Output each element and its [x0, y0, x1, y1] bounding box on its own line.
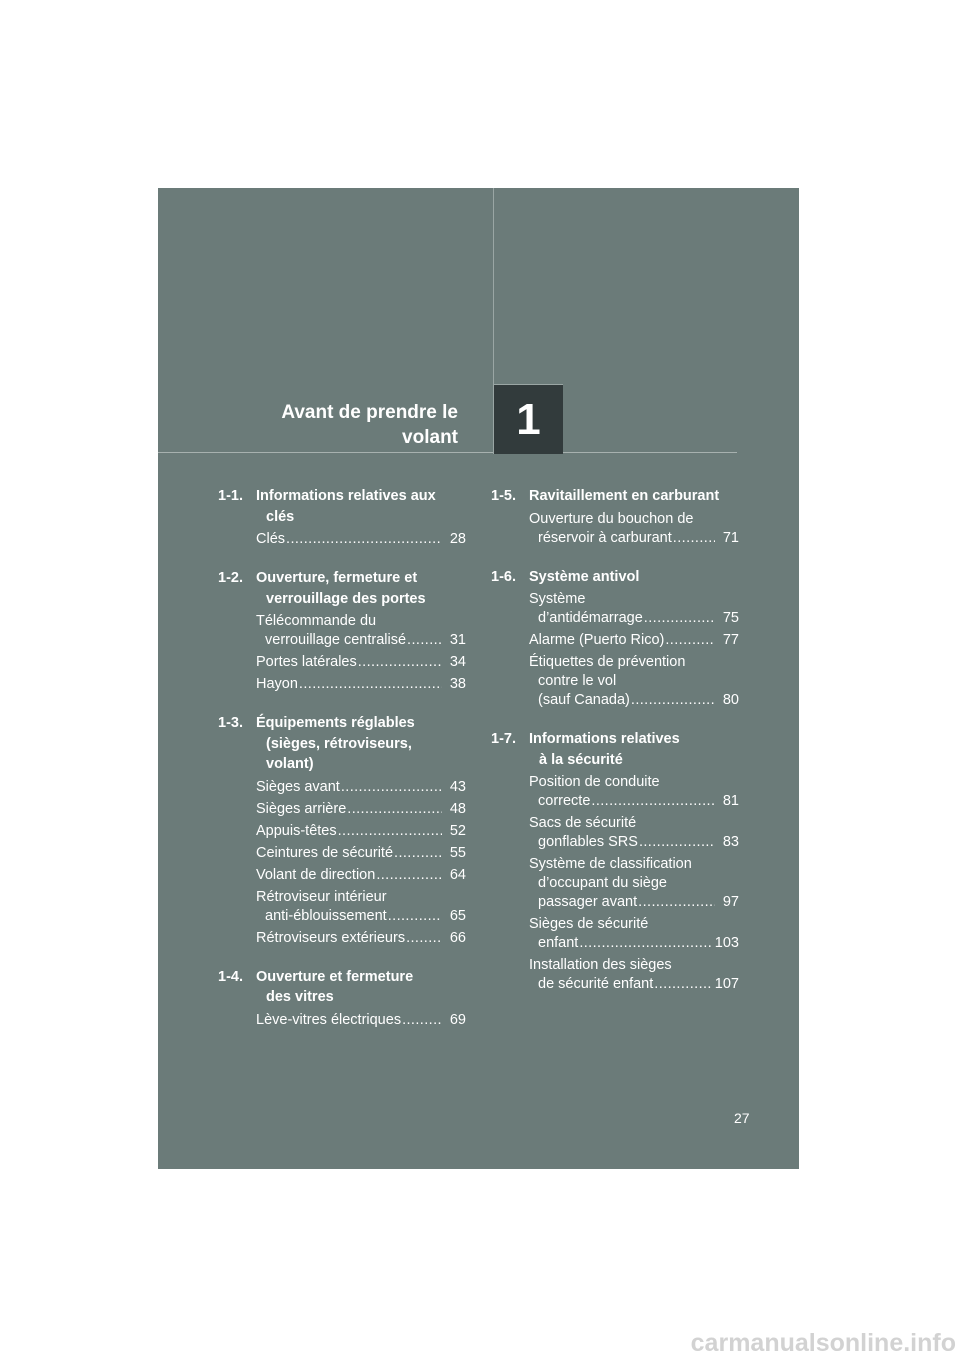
toc-entry[interactable] — [256, 800, 466, 819]
entry-text-line: contre le vol — [538, 673, 617, 689]
toc-left-column — [218, 486, 466, 1049]
dot-leader — [286, 530, 442, 549]
entry-label: Lève-vitres électriques — [256, 1011, 402, 1028]
toc-entry[interactable] — [529, 590, 739, 628]
entry-text-line: Télécommande du — [256, 613, 377, 629]
toc-entry[interactable] — [529, 814, 739, 852]
section-title-line: Informations relatives aux — [256, 488, 436, 504]
toc-section — [491, 486, 739, 548]
divider-vertical — [493, 188, 494, 384]
chapter-number-box: 1 — [493, 384, 563, 454]
entry-label: d’antidémarrage — [538, 610, 643, 626]
toc-entry[interactable] — [529, 855, 739, 912]
entry-label: Hayon — [256, 676, 298, 692]
dot-leader — [639, 833, 715, 852]
dot-leader — [406, 929, 442, 948]
section-number: 1-2. — [218, 570, 243, 586]
page-number: 27 — [734, 1110, 750, 1126]
section-title — [256, 568, 466, 609]
entry-page-number: 69 — [449, 1011, 466, 1028]
entry-page-number: 66 — [449, 929, 466, 946]
section-heading — [218, 568, 466, 609]
entry-page-number: 81 — [722, 793, 739, 809]
entry-page-number: 65 — [449, 907, 466, 924]
section-heading — [491, 729, 739, 770]
toc-section — [218, 486, 466, 549]
toc-section — [491, 567, 739, 711]
section-number: 1-1. — [218, 488, 243, 504]
entry-label: Volant de direction — [256, 866, 376, 883]
dot-leader — [591, 792, 715, 811]
entry-label: Sièges avant — [256, 778, 340, 795]
dot-leader — [579, 934, 710, 953]
entry-label: gonflables SRS — [538, 834, 638, 850]
toc-entry[interactable] — [256, 844, 466, 863]
section-title-line: Système antivol — [529, 568, 640, 585]
entry-leader-line — [529, 529, 739, 548]
section-title-line: clés — [266, 508, 295, 525]
toc-entry[interactable] — [256, 1011, 466, 1030]
section-title-line: Ravitaillement en carburant — [529, 488, 720, 504]
entry-leader-line — [529, 609, 739, 628]
entry-page-number: 71 — [722, 529, 739, 546]
entry-label: (sauf Canada) — [538, 692, 630, 708]
section-number: 1-7. — [491, 731, 516, 747]
entry-label: Alarme (Puerto Rico) — [529, 632, 665, 648]
entry-leader-line — [256, 907, 466, 926]
entry-leader-line — [256, 844, 466, 863]
entry-leader-line — [256, 822, 466, 841]
entry-text-line: Ouverture du bouchon de — [529, 510, 694, 527]
section-title-line: verrouillage des portes — [266, 590, 426, 607]
section-title — [256, 967, 466, 1008]
entry-label: correcte — [538, 793, 591, 809]
entry-leader-line — [529, 975, 739, 994]
toc-entry[interactable] — [256, 530, 466, 549]
dot-leader — [347, 800, 442, 819]
section-title — [256, 713, 466, 775]
section-heading — [218, 486, 466, 527]
dot-leader — [654, 975, 711, 994]
entry-label: Appuis-têtes — [256, 822, 337, 839]
entry-page-number: 83 — [722, 834, 739, 850]
entry-leader-line — [256, 675, 466, 694]
toc-entry[interactable] — [529, 915, 739, 953]
entry-label: réservoir à carburant — [538, 529, 672, 546]
entry-leader-line — [256, 1011, 466, 1030]
entry-label: de sécurité enfant — [538, 976, 654, 992]
entry-label: enfant — [538, 935, 579, 951]
entry-page-number: 43 — [449, 778, 466, 795]
section-heading — [218, 713, 466, 775]
section-heading — [218, 967, 466, 1008]
entry-leader-line — [529, 833, 739, 852]
toc-section — [218, 967, 466, 1030]
entry-leader-line — [529, 792, 739, 811]
entry-page-number: 75 — [722, 610, 739, 626]
toc-entry[interactable] — [256, 888, 466, 926]
toc-entry[interactable] — [256, 612, 466, 650]
entry-leader-line — [529, 893, 739, 912]
entry-label: Clés — [256, 531, 286, 547]
chapter-title — [230, 400, 458, 450]
section-number: 1-4. — [218, 968, 243, 985]
toc-section — [491, 729, 739, 994]
section-title-line: Ouverture et fermeture — [256, 968, 414, 985]
divider-horizontal — [158, 452, 737, 453]
section-title-line: Équipements réglables — [256, 715, 415, 731]
dot-leader — [388, 907, 442, 926]
toc-section — [218, 713, 466, 948]
dot-leader — [407, 631, 442, 650]
toc-entry[interactable] — [529, 956, 739, 994]
section-title-line: Ouverture, fermeture et — [256, 570, 418, 586]
dot-leader — [673, 529, 715, 548]
toc-entry[interactable] — [529, 510, 739, 548]
dot-leader — [341, 778, 442, 797]
entry-page-number: 64 — [449, 866, 466, 883]
entry-text-line: d’occupant du siège — [538, 875, 667, 891]
section-title-line: Informations relatives — [529, 731, 680, 747]
section-title-line: (sièges, rétroviseurs, — [266, 735, 412, 752]
chapter-title-line1: Avant de prendre le — [281, 402, 458, 423]
entry-label: verrouillage centralisé — [265, 632, 407, 648]
entry-leader-line — [256, 866, 466, 885]
section-title — [256, 486, 466, 527]
section-title — [529, 486, 739, 507]
toc-entry[interactable] — [256, 929, 466, 948]
entry-leader-line — [529, 934, 739, 953]
dot-leader — [394, 844, 442, 863]
section-heading — [491, 567, 739, 588]
watermark: carmanualsonline.info — [690, 1329, 956, 1357]
entry-text-line: Rétroviseur intérieur — [256, 888, 387, 905]
toc-entry[interactable] — [256, 866, 466, 885]
entry-text-line: Étiquettes de prévention — [529, 654, 686, 670]
dot-leader — [358, 653, 442, 672]
dot-leader — [338, 822, 442, 841]
entry-page-number: 31 — [449, 632, 466, 648]
entry-leader-line — [256, 778, 466, 797]
entry-leader-line — [256, 929, 466, 948]
dot-leader — [402, 1011, 442, 1030]
entry-page-number: 34 — [449, 654, 466, 670]
section-number: 1-6. — [491, 568, 516, 585]
entry-page-number: 48 — [449, 800, 466, 817]
section-heading — [491, 486, 739, 507]
entry-page-number: 52 — [449, 822, 466, 839]
entry-label: Sièges arrière — [256, 800, 347, 817]
entry-text-line: Position de conduite — [529, 774, 660, 790]
section-title-line: volant) — [266, 756, 314, 772]
toc-entry[interactable] — [256, 822, 466, 841]
dot-leader — [299, 675, 442, 694]
entry-page-number: 55 — [449, 844, 466, 861]
dot-leader — [631, 691, 715, 710]
entry-page-number: 107 — [714, 976, 739, 992]
chapter-title-line2: volant — [402, 427, 458, 448]
section-number: 1-5. — [491, 488, 516, 504]
entry-label: Portes latérales — [256, 654, 357, 670]
dot-leader — [665, 631, 715, 650]
toc-entry[interactable] — [529, 631, 739, 650]
entry-text-line: Sièges de sécurité — [529, 916, 649, 932]
entry-text-line: Installation des sièges — [529, 957, 672, 973]
entry-page-number: 103 — [714, 935, 739, 951]
toc-entry[interactable] — [529, 653, 739, 710]
entry-page-number: 97 — [722, 894, 739, 910]
section-title-line: des vitres — [266, 989, 334, 1005]
section-title — [529, 729, 739, 770]
entry-label: anti-éblouissement — [265, 907, 387, 924]
toc-entry[interactable] — [256, 675, 466, 694]
entry-label: passager avant — [538, 894, 638, 910]
section-title — [529, 567, 739, 588]
entry-label: Ceintures de sécurité — [256, 844, 394, 861]
section-title-line: à la sécurité — [539, 751, 623, 768]
entry-leader-line — [256, 800, 466, 819]
entry-leader-line — [256, 530, 466, 549]
entry-page-number: 80 — [722, 692, 739, 708]
toc-entry[interactable] — [256, 778, 466, 797]
entry-leader-line — [529, 631, 739, 650]
entry-page-number: 38 — [449, 676, 466, 692]
toc-right-column — [491, 486, 739, 1013]
entry-text-line: Sacs de sécurité — [529, 815, 637, 831]
entry-leader-line — [529, 691, 739, 710]
toc-section — [218, 568, 466, 694]
dot-leader — [638, 893, 715, 912]
entry-text-line: Système — [529, 591, 586, 607]
entry-page-number: 77 — [722, 632, 739, 648]
toc-entry[interactable] — [256, 653, 466, 672]
entry-leader-line — [256, 631, 466, 650]
section-number: 1-3. — [218, 715, 243, 731]
entry-page-number: 28 — [449, 531, 466, 547]
entry-text-line: Système de classification — [529, 856, 692, 872]
dot-leader — [376, 866, 442, 885]
entry-label: Rétroviseurs extérieurs — [256, 929, 406, 946]
toc-entry[interactable] — [529, 773, 739, 811]
entry-leader-line — [256, 653, 466, 672]
dot-leader — [644, 609, 715, 628]
